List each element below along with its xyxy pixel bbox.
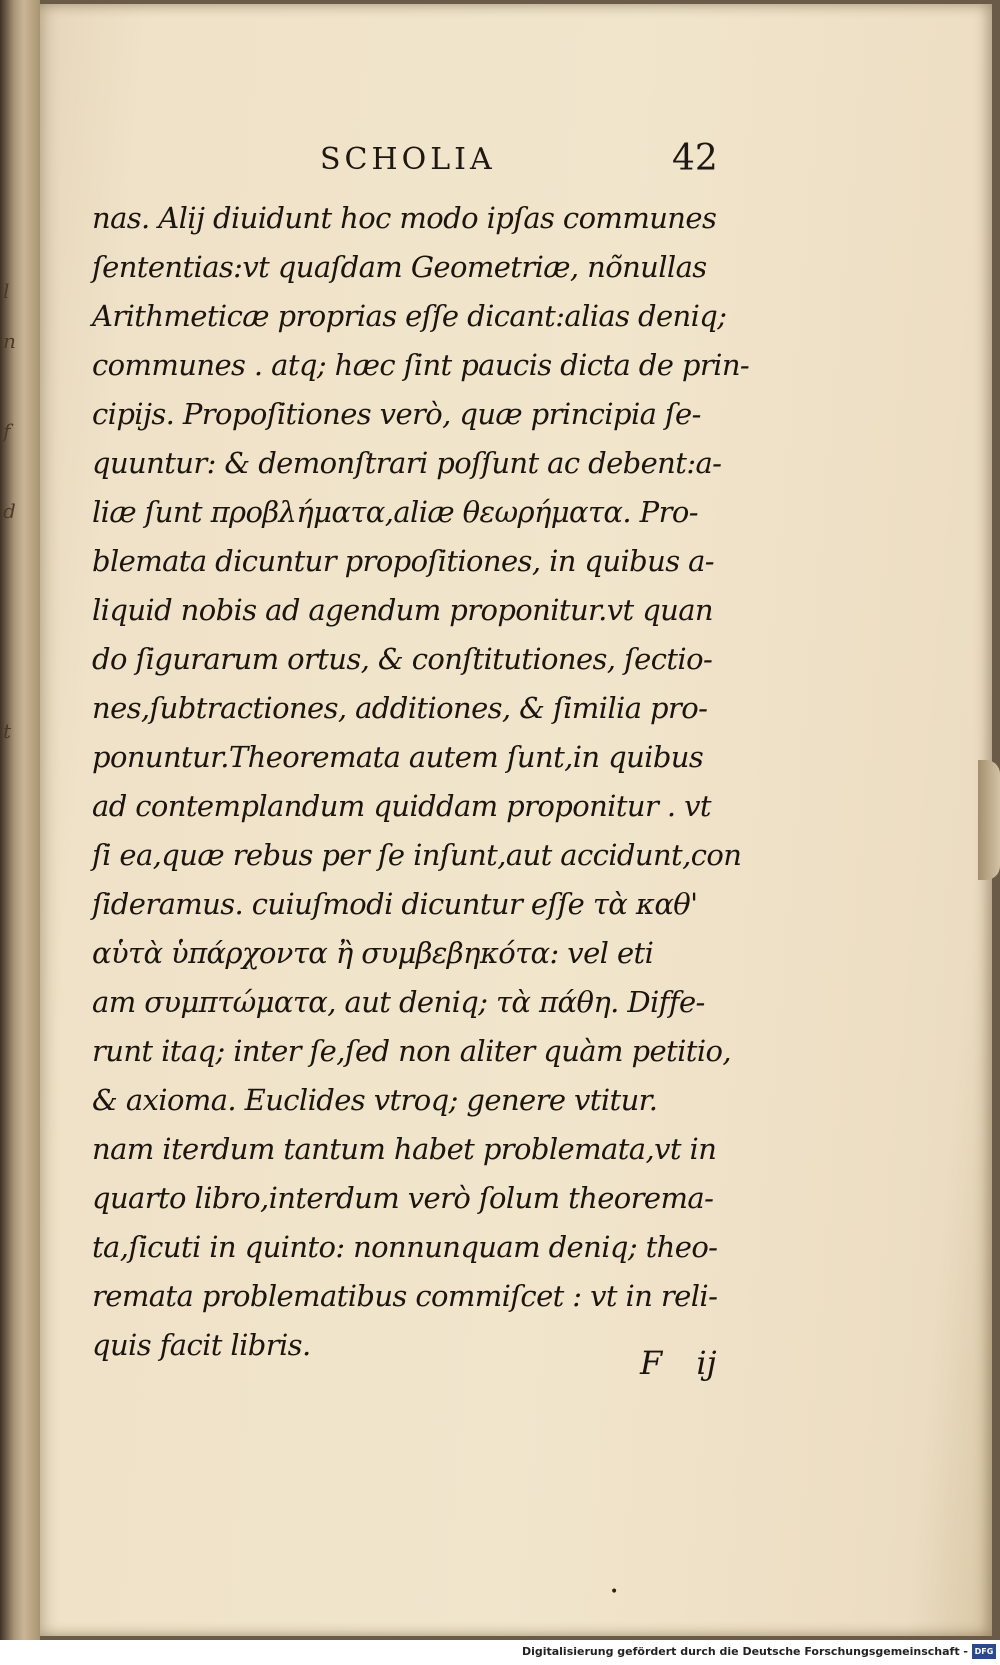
running-head: SCHOLIA — [320, 142, 496, 177]
text-line: quarto libro,interdum verò ſolum theorema- — [92, 1181, 714, 1215]
text-line: αὑτὰ ὑπάρχοντα ἢ συμβεβηκότα: vel eti — [92, 936, 654, 970]
footer-bar — [0, 1640, 1000, 1665]
page-edge-tab — [978, 760, 1000, 880]
book-binding — [0, 0, 40, 1640]
text-line: do ſigurarum ortus, & conſtitutiones, ſectio- — [92, 642, 713, 676]
text-line: quuntur: & demonſtrari poſſunt ac debent:a- — [92, 446, 722, 480]
binding-fragment: l — [3, 279, 10, 303]
binding-fragment: t — [3, 719, 12, 743]
text-line: ſententias:vt quaſdam Geometriæ, nõnullas — [92, 250, 707, 284]
text-line: ponuntur.Theoremata autem ſunt,in quibus — [92, 740, 704, 774]
page-number: 42 — [672, 138, 718, 179]
text-line: nam iterdum tantum habet problemata,vt in — [92, 1132, 717, 1166]
text-line: ad contemplandum quiddam proponitur . vt — [92, 789, 711, 823]
text-line: am συμπτώματα, aut deniq; τὰ πάθη. Diffe- — [92, 985, 705, 1019]
binding-fragment: f — [3, 419, 11, 443]
ink-speck: • — [610, 1584, 619, 1600]
text-line: ſi ea,quæ rebus per ſe inſunt,aut accidunt,con — [92, 838, 742, 872]
text-line: ta,ſicuti in quinto: nonnunquam deniq; theo- — [92, 1230, 718, 1264]
text-line: Arithmeticæ proprias eſſe dicant:alias deniq; — [92, 299, 727, 333]
text-line: liquid nobis ad agendum proponitur.vt quan — [92, 593, 713, 627]
binding-fragment: n — [3, 329, 16, 353]
book-page — [40, 4, 992, 1636]
text-line: quis facit libris. — [92, 1328, 311, 1362]
text-line: & axioma. Euclides vtroq; genere vtitur. — [92, 1083, 658, 1117]
text-line: nes,ſubtractiones, additiones, & ſimilia pro- — [92, 691, 708, 725]
body-text — [92, 194, 792, 1370]
signature-mark: F ij — [640, 1344, 717, 1382]
text-line: blemata dicuntur propoſitiones, in quibus a- — [92, 544, 714, 578]
text-line: ſideramus. cuiuſmodi dicuntur eſſe τὰ καθ' — [92, 887, 698, 921]
text-line: liæ ſunt προβλήματα,aliæ θεωρήματα. Pro- — [92, 495, 698, 529]
text-line: runt itaq; inter ſe,ſed non aliter quàm petitio, — [92, 1034, 731, 1068]
funding-credit: Digitalisierung gefördert durch die Deutsche Forschungsgemeinschaft - — [521, 1645, 968, 1658]
binding-fragment: d — [3, 499, 16, 523]
text-line: nas. Alij diuidunt hoc modo ipſas communes — [92, 201, 717, 235]
dfg-logo: DFG — [972, 1644, 996, 1659]
text-line: communes . atq; hæc ſint paucis dicta de prin- — [92, 348, 750, 382]
text-line: cipijs. Propoſitiones verò, quæ principia ſe- — [92, 397, 701, 431]
page-header — [40, 138, 992, 182]
text-line: remata problematibus commiſcet : vt in reli- — [92, 1279, 718, 1313]
